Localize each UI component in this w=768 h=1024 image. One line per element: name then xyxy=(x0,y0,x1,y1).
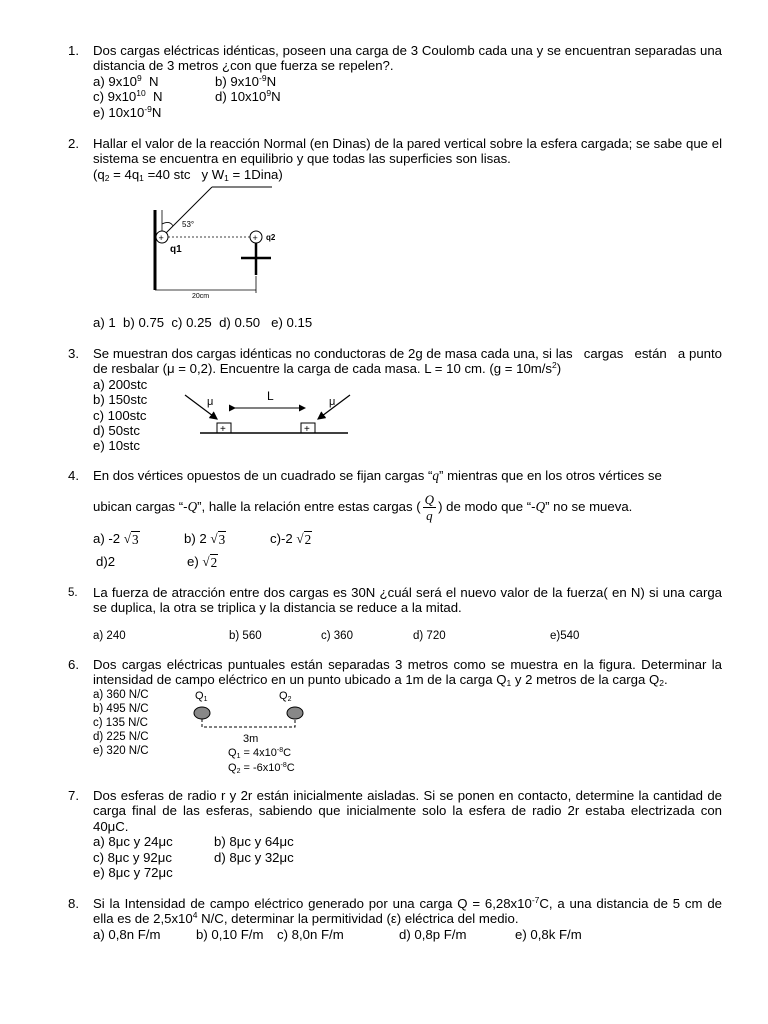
options-row[interactable]: a) 1 b) 0.75 c) 0.25 d) 0.50 e) 0.15 xyxy=(93,315,313,330)
options-row xyxy=(93,629,722,644)
q1-label: q1 xyxy=(170,244,182,255)
option-b[interactable]: b) 8μc y 64μc xyxy=(214,834,294,850)
option-d[interactable]: d) 720 xyxy=(413,629,446,642)
options-row xyxy=(93,850,722,865)
question-1 xyxy=(70,43,722,120)
question-2-options xyxy=(70,315,722,330)
option-d[interactable]: d) 50stc xyxy=(93,423,140,439)
option-e[interactable]: e) 10stc xyxy=(93,438,140,454)
options-row xyxy=(93,105,722,120)
question-3 xyxy=(68,346,726,454)
option-a[interactable]: a) 240 xyxy=(93,629,126,642)
question-text: Si la Intensidad de campo eléctrico generado por una carga $Q = 6,28x10^{-7}C$, a una distancia de 5 cm de ella es de $2,5x10^4$ N/C, determinar la permitividad (ε) eléctrica del medio. xyxy=(93,895,722,927)
options-row xyxy=(93,865,722,880)
option-c[interactable]: c)-2 √ 2 xyxy=(270,531,312,548)
question-4 xyxy=(70,468,722,572)
option-c[interactable]: c) 8μc y 92μc xyxy=(93,849,172,865)
option-a[interactable]: a) 0,8n F/m xyxy=(93,926,161,942)
question-2 xyxy=(70,136,722,182)
option-e[interactable]: e) 320 N/C xyxy=(93,744,149,757)
question-number: 6. xyxy=(68,657,79,672)
option-a[interactable]: a) 360 N/C xyxy=(93,688,149,701)
option-e[interactable]: e) $10x10^{-9}N$ xyxy=(93,103,162,120)
options-row xyxy=(93,74,722,89)
thread-line xyxy=(162,187,212,237)
option-d[interactable]: d) 8μc y 32μc xyxy=(214,849,294,865)
wall-sphere-figure xyxy=(140,180,290,305)
options-row xyxy=(93,89,722,104)
option-c[interactable]: c) 360 xyxy=(321,629,353,642)
option-d[interactable]: d) 0,8p F/m xyxy=(399,926,467,942)
mu-label-left: μ xyxy=(207,396,214,408)
option-c[interactable]: c) 135 N/C xyxy=(93,716,148,729)
option-e[interactable]: e) 0,8k F/m xyxy=(515,926,582,942)
question-6 xyxy=(70,657,722,758)
option-c[interactable]: c) $9x10^{10}$ N xyxy=(93,88,163,105)
Q2-value: $Q2 = -6x10^{-8}C$ xyxy=(228,762,295,775)
q2-label: q2 xyxy=(266,233,276,242)
option-b[interactable]: b) 560 xyxy=(229,629,262,642)
Q1-value: $Q1 = 4x10^{-8}C$ xyxy=(228,747,292,760)
option-b[interactable]: b) 150stc xyxy=(93,392,148,408)
question-8 xyxy=(70,896,722,942)
question-text: Dos cargas eléctricas idénticas, poseen una carga de 3 Coulomb cada una y se encuentran separadas una distancia de 3 metros ¿con que fuerza se repelen?. xyxy=(93,43,722,74)
options-row xyxy=(93,554,722,572)
question-text: La fuerza de atracción entre dos cargas es 30N ¿cuál será el nuevo valor de la fuerza( en N) si una carga se duplica, la otra se triplica y la distancia se reduce a la mitad. xyxy=(93,585,722,616)
L-label: L xyxy=(267,389,274,403)
question-text: Se muestran dos cargas idénticas no conductoras de 2g de masa cada una, si las cargas están a punto de resbalar (μ = 0,2). Encuentre la carga de cada masa. L = 10 cm. $(g = 10m/s^2)$ xyxy=(93,346,726,377)
option-c[interactable]: c) 8,0n F/m xyxy=(277,926,344,942)
q-ratio-fraction: $\frac{Q}{q}$ xyxy=(424,492,435,524)
question-number: 1. xyxy=(68,43,79,58)
option-e[interactable]: e) √ 2 xyxy=(187,554,218,571)
options-row xyxy=(93,531,722,549)
two-charges-figure xyxy=(185,686,320,776)
options-row xyxy=(93,927,722,942)
option-b[interactable]: b) 2 √ 3 xyxy=(184,531,226,548)
Q1-label: Q1 xyxy=(195,690,208,703)
option-e[interactable]: e) 8μc y 72μc xyxy=(93,865,173,880)
option-e[interactable]: e)540 xyxy=(550,629,580,642)
options-row xyxy=(93,834,722,849)
option-a[interactable]: a) -2 √ 3 xyxy=(93,531,139,548)
distance-label: 3m xyxy=(243,733,259,745)
option-b[interactable]: b) $9x10^{-9}N$ xyxy=(215,72,277,89)
mu-label-right: μ xyxy=(329,396,336,408)
question-number: 3. xyxy=(68,346,79,361)
question-text: Hallar el valor de la reacción Normal (en Dinas) de la pared vertical sobre la esfera cargada; se sabe que el sistema se encuentra en equilibrio y que todas las superficies son lisas. xyxy=(93,136,722,167)
option-b[interactable]: b) 495 N/C xyxy=(93,702,149,715)
question-number: 2. xyxy=(68,136,79,151)
option-a[interactable]: a) 200stc xyxy=(93,376,148,392)
question-number: 4. xyxy=(68,468,79,483)
block-left-sign: + xyxy=(220,424,226,435)
sphere-q2-sign: + xyxy=(252,233,258,243)
question-text-line-2: ubican cargas “-Q”, halle la relación entre estas cargas ( $\frac{Q}{q}$ ) de modo que “-Q” no se mueva. xyxy=(93,492,633,524)
charge-Q1 xyxy=(194,707,210,719)
angle-arc xyxy=(162,222,173,226)
question-text: Dos esferas de radio r y 2r están inicialmente aisladas. Si se ponen en contacto, determine la cantidad de carga final de las esferas, sabiendo que inicialmente solo la esfera de radio 2r estaba electrizada con 40μC. xyxy=(93,788,722,834)
option-a[interactable]: a) 8μc y 24μc xyxy=(93,834,173,850)
question-text: Dos cargas eléctricas puntuales están separadas 3 metros como se muestra en la figura. Determinar la intensidad de campo eléctrico en un punto ubicado a 1m de la carga $Q_1$ y 2 metros de la carga $Q_2$. xyxy=(93,657,722,689)
given-values: ($q_2 = 4q_1 =40$ stc y $W_1$ = 1Dina) xyxy=(93,166,283,183)
option-d[interactable]: d) 225 N/C xyxy=(93,730,149,743)
charge-Q2 xyxy=(287,707,303,719)
option-d[interactable]: d) $10x10^9N$ xyxy=(215,88,281,105)
question-number: 5. xyxy=(68,587,78,599)
block-right-sign: + xyxy=(304,424,310,435)
sphere-q1-sign: + xyxy=(158,233,164,243)
question-5 xyxy=(70,585,722,644)
distance-label: 20cm xyxy=(192,293,210,300)
option-c[interactable]: c) 100stc xyxy=(93,407,147,423)
option-a[interactable]: a) $9x10^9$ N xyxy=(93,72,159,89)
option-d[interactable]: d)2 xyxy=(96,554,116,570)
Q2-label: Q2 xyxy=(279,690,292,703)
question-7 xyxy=(70,788,722,880)
sliding-charges-figure xyxy=(180,385,355,440)
angle-label: 53° xyxy=(182,220,195,229)
question-number: 8. xyxy=(68,896,79,911)
option-b[interactable]: b) 0,10 F/m xyxy=(196,926,264,942)
question-number: 7. xyxy=(68,788,79,803)
distance-connector xyxy=(202,719,295,727)
question-text-line-1: En dos vértices opuestos de un cuadrado se fijan cargas “q” mientras que en los otros vértices se xyxy=(93,468,662,483)
